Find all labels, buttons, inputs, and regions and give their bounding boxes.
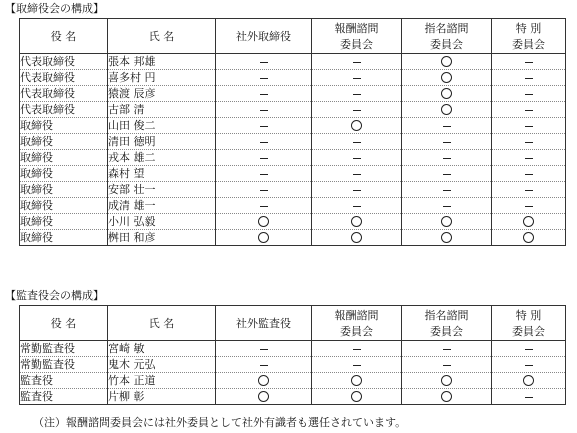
not-member-dash-icon <box>443 142 451 143</box>
not-member-dash-icon <box>525 158 533 159</box>
member-circle-icon <box>351 216 362 227</box>
not-member-dash-icon <box>353 349 361 350</box>
outside-membership-cell <box>216 150 312 166</box>
role-cell: 常勤監査役 <box>20 341 108 357</box>
audit-section-title: 【監査役会の構成】 <box>5 289 104 302</box>
not-member-dash-icon <box>525 349 533 350</box>
nom-membership-cell <box>402 357 492 373</box>
nom-membership-cell <box>402 150 492 166</box>
nom-membership-cell <box>402 102 492 118</box>
not-member-dash-icon <box>443 206 451 207</box>
comp-membership-cell <box>312 182 402 198</box>
comp-membership-cell <box>312 373 402 389</box>
table-row <box>20 118 566 134</box>
member-circle-icon <box>351 391 362 402</box>
header-nomination-committee <box>402 19 492 54</box>
spec-membership-cell <box>492 198 566 214</box>
not-member-dash-icon <box>525 190 533 191</box>
name-cell: 喜多村 円 <box>108 70 216 86</box>
outside-membership-cell <box>216 134 312 150</box>
comp-membership-cell <box>312 389 402 405</box>
comp-membership-cell <box>312 214 402 230</box>
header-line: 委員会 <box>430 325 463 338</box>
not-member-dash-icon <box>443 174 451 175</box>
not-member-dash-icon <box>353 190 361 191</box>
member-circle-icon <box>351 232 362 243</box>
role-cell: 取締役 <box>20 198 108 214</box>
outside-membership-cell <box>216 214 312 230</box>
name-cell: 宮崎 敏 <box>108 341 216 357</box>
outside-membership-cell <box>216 341 312 357</box>
not-member-dash-icon <box>525 142 533 143</box>
outside-membership-cell <box>216 230 312 246</box>
table-row <box>20 70 566 86</box>
member-circle-icon <box>523 232 534 243</box>
not-member-dash-icon <box>525 110 533 111</box>
not-member-dash-icon <box>353 174 361 175</box>
table-row <box>20 357 566 373</box>
header-outside-auditor: 社外監査役 <box>216 306 312 341</box>
not-member-dash-icon <box>353 142 361 143</box>
not-member-dash-icon <box>260 190 268 191</box>
outside-membership-cell <box>216 357 312 373</box>
spec-membership-cell <box>492 373 566 389</box>
table-row <box>20 198 566 214</box>
spec-membership-cell <box>492 182 566 198</box>
table-row <box>20 182 566 198</box>
comp-membership-cell <box>312 86 402 102</box>
name-cell: 鬼木 元弘 <box>108 357 216 373</box>
spec-membership-cell <box>492 54 566 70</box>
member-circle-icon <box>441 56 452 67</box>
role-cell: 取締役 <box>20 182 108 198</box>
header-role: 役 名 <box>20 19 108 54</box>
name-cell: 張本 邦雄 <box>108 54 216 70</box>
member-circle-icon <box>441 88 452 99</box>
comp-membership-cell <box>312 134 402 150</box>
member-circle-icon <box>523 375 534 386</box>
header-outside-director: 社外取締役 <box>216 19 312 54</box>
spec-membership-cell <box>492 230 566 246</box>
header-special-committee <box>492 306 566 341</box>
not-member-dash-icon <box>353 158 361 159</box>
not-member-dash-icon <box>260 206 268 207</box>
not-member-dash-icon <box>525 126 533 127</box>
audit-composition-table <box>19 305 566 405</box>
not-member-dash-icon <box>260 158 268 159</box>
header-line: 報酬諮問 <box>334 22 379 35</box>
nom-membership-cell <box>402 214 492 230</box>
outside-membership-cell <box>216 198 312 214</box>
member-circle-icon <box>441 216 452 227</box>
nom-membership-cell <box>402 118 492 134</box>
table-row <box>20 134 566 150</box>
header-compensation-committee <box>312 306 402 341</box>
comp-membership-cell <box>312 54 402 70</box>
member-circle-icon <box>441 104 452 115</box>
member-circle-icon <box>258 232 269 243</box>
member-circle-icon <box>523 216 534 227</box>
spec-membership-cell <box>492 357 566 373</box>
outside-membership-cell <box>216 373 312 389</box>
header-line: 委員会 <box>340 325 373 338</box>
member-circle-icon <box>258 216 269 227</box>
spec-membership-cell <box>492 166 566 182</box>
header-line: 特 別 <box>515 309 542 322</box>
name-cell: 森村 望 <box>108 166 216 182</box>
header-name: 氏 名 <box>108 306 216 341</box>
not-member-dash-icon <box>260 126 268 127</box>
comp-membership-cell <box>312 102 402 118</box>
header-line: 委員会 <box>430 38 463 51</box>
not-member-dash-icon <box>443 190 451 191</box>
name-cell: 片柳 彰 <box>108 389 216 405</box>
outside-membership-cell <box>216 182 312 198</box>
comp-membership-cell <box>312 230 402 246</box>
not-member-dash-icon <box>353 94 361 95</box>
comp-membership-cell <box>312 70 402 86</box>
role-cell: 取締役 <box>20 166 108 182</box>
spec-membership-cell <box>492 102 566 118</box>
header-line: 指名諮問 <box>424 22 469 35</box>
board-composition-table <box>19 18 566 246</box>
spec-membership-cell <box>492 150 566 166</box>
nom-membership-cell <box>402 54 492 70</box>
table-row <box>20 166 566 182</box>
spec-membership-cell <box>492 341 566 357</box>
spec-membership-cell <box>492 214 566 230</box>
not-member-dash-icon <box>260 349 268 350</box>
header-line: 指名諮問 <box>424 309 469 322</box>
header-role: 役 名 <box>20 306 108 341</box>
name-cell: 小川 弘毅 <box>108 214 216 230</box>
not-member-dash-icon <box>353 62 361 63</box>
not-member-dash-icon <box>260 62 268 63</box>
not-member-dash-icon <box>260 78 268 79</box>
outside-membership-cell <box>216 118 312 134</box>
member-circle-icon <box>351 120 362 131</box>
footnote: （注）報酬諮問委員会には社外委員として社外有識者も選任されています。 <box>33 416 407 429</box>
not-member-dash-icon <box>260 110 268 111</box>
name-cell: 猿渡 辰彦 <box>108 86 216 102</box>
name-cell: 清田 徳明 <box>108 134 216 150</box>
not-member-dash-icon <box>443 365 451 366</box>
role-cell: 監査役 <box>20 373 108 389</box>
nom-membership-cell <box>402 373 492 389</box>
name-cell: 竹本 正道 <box>108 373 216 389</box>
role-cell: 取締役 <box>20 150 108 166</box>
header-compensation-committee <box>312 19 402 54</box>
outside-membership-cell <box>216 86 312 102</box>
member-circle-icon <box>258 375 269 386</box>
spec-membership-cell <box>492 118 566 134</box>
comp-membership-cell <box>312 166 402 182</box>
name-cell: 古部 清 <box>108 102 216 118</box>
name-cell: 山田 俊二 <box>108 118 216 134</box>
nom-membership-cell <box>402 134 492 150</box>
header-name: 氏 名 <box>108 19 216 54</box>
name-cell: 安部 壮一 <box>108 182 216 198</box>
table-row <box>20 86 566 102</box>
name-cell: 桝田 和彦 <box>108 230 216 246</box>
role-cell: 取締役 <box>20 214 108 230</box>
outside-membership-cell <box>216 70 312 86</box>
member-circle-icon <box>441 232 452 243</box>
table-row <box>20 102 566 118</box>
not-member-dash-icon <box>353 206 361 207</box>
not-member-dash-icon <box>260 365 268 366</box>
nom-membership-cell <box>402 341 492 357</box>
outside-membership-cell <box>216 102 312 118</box>
outside-membership-cell <box>216 166 312 182</box>
nom-membership-cell <box>402 86 492 102</box>
header-nomination-committee <box>402 306 492 341</box>
table-row <box>20 150 566 166</box>
not-member-dash-icon <box>525 365 533 366</box>
not-member-dash-icon <box>443 349 451 350</box>
role-cell: 代表取締役 <box>20 102 108 118</box>
not-member-dash-icon <box>353 78 361 79</box>
member-circle-icon <box>258 391 269 402</box>
not-member-dash-icon <box>443 158 451 159</box>
table-row <box>20 389 566 405</box>
outside-membership-cell <box>216 54 312 70</box>
not-member-dash-icon <box>353 110 361 111</box>
role-cell: 監査役 <box>20 389 108 405</box>
header-line: 報酬諮問 <box>334 309 379 322</box>
comp-membership-cell <box>312 118 402 134</box>
board-section-title: 【取締役会の構成】 <box>5 2 104 15</box>
table-row <box>20 230 566 246</box>
role-cell: 取締役 <box>20 118 108 134</box>
not-member-dash-icon <box>525 62 533 63</box>
header-line: 特 別 <box>515 22 542 35</box>
not-member-dash-icon <box>525 94 533 95</box>
not-member-dash-icon <box>525 78 533 79</box>
not-member-dash-icon <box>525 397 533 398</box>
not-member-dash-icon <box>260 94 268 95</box>
spec-membership-cell <box>492 86 566 102</box>
nom-membership-cell <box>402 198 492 214</box>
role-cell: 常勤監査役 <box>20 357 108 373</box>
nom-membership-cell <box>402 166 492 182</box>
outside-membership-cell <box>216 389 312 405</box>
member-circle-icon <box>441 72 452 83</box>
comp-membership-cell <box>312 150 402 166</box>
role-cell: 取締役 <box>20 134 108 150</box>
comp-membership-cell <box>312 357 402 373</box>
not-member-dash-icon <box>260 174 268 175</box>
comp-membership-cell <box>312 198 402 214</box>
not-member-dash-icon <box>353 365 361 366</box>
name-cell: 戎本 雄二 <box>108 150 216 166</box>
not-member-dash-icon <box>525 174 533 175</box>
header-line: 委員会 <box>512 38 545 51</box>
role-cell: 取締役 <box>20 230 108 246</box>
not-member-dash-icon <box>525 206 533 207</box>
header-line: 委員会 <box>340 38 373 51</box>
table-row <box>20 373 566 389</box>
table-row <box>20 214 566 230</box>
header-special-committee <box>492 19 566 54</box>
member-circle-icon <box>441 375 452 386</box>
member-circle-icon <box>351 375 362 386</box>
member-circle-icon <box>441 391 452 402</box>
role-cell: 代表取締役 <box>20 54 108 70</box>
spec-membership-cell <box>492 134 566 150</box>
header-line: 委員会 <box>512 325 545 338</box>
table-row <box>20 54 566 70</box>
not-member-dash-icon <box>260 142 268 143</box>
spec-membership-cell <box>492 389 566 405</box>
name-cell: 成清 雄一 <box>108 198 216 214</box>
nom-membership-cell <box>402 230 492 246</box>
spec-membership-cell <box>492 70 566 86</box>
role-cell: 代表取締役 <box>20 70 108 86</box>
table-row <box>20 341 566 357</box>
not-member-dash-icon <box>443 126 451 127</box>
nom-membership-cell <box>402 389 492 405</box>
comp-membership-cell <box>312 341 402 357</box>
nom-membership-cell <box>402 182 492 198</box>
nom-membership-cell <box>402 70 492 86</box>
role-cell: 代表取締役 <box>20 86 108 102</box>
